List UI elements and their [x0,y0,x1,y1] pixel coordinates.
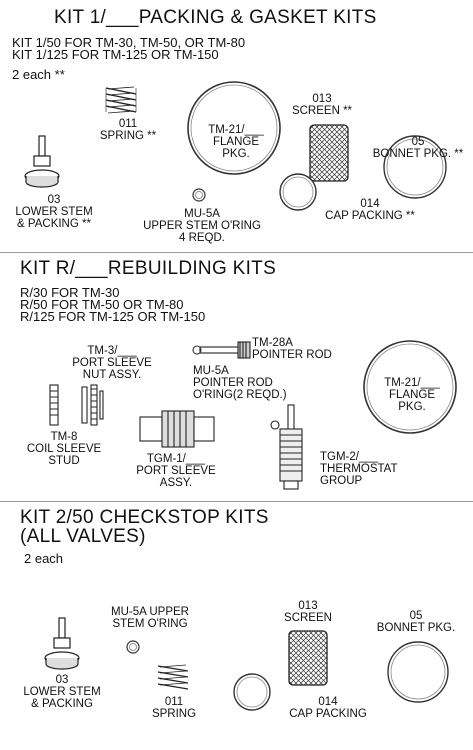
kitr-line-3: R/125 FOR TM-125 OR TM-150 [20,309,206,324]
kit2-bonnet-label: 05 BONNET PKG. [376,610,456,634]
kit1-panel [0,0,473,252]
coil-sleeve-stud-icon [44,383,64,427]
kitr-line-1: R/30 FOR TM-30 [20,285,120,300]
kit1-line-1: KIT 1/50 FOR TM-30, TM-50, OR TM-80 [12,35,246,50]
port-sleeve-assy-icon [138,409,218,449]
kitr-port-sleeve-label: TGM-1/___ PORT SLEEVE ASSY. [136,453,216,489]
port-sleeve-nut-icon [78,383,106,427]
kit1-screen-label: 013 SCREEN ** [291,93,353,117]
kit2-cap-label: 014 CAP PACKING [289,696,367,720]
kitr-pointer-rod-label: TM-28A POINTER ROD [252,337,332,361]
kitr-pointer-oring-label: MU-5A POINTER ROD O'RING(2 REQD.) [193,365,287,401]
kit1-title: KIT 1/___PACKING & GASKET KITS [54,7,377,28]
pointer-rod-icon [198,341,254,359]
bonnet-gasket-icon [386,640,450,704]
kit1-flange-label: TM-21/___ FLANGE PKG. [208,124,264,160]
kitr-thermostat-label: TGM-2/___ THERMOSTAT GROUP [320,451,398,487]
kitr-line-2: R/50 FOR TM-50 OR TM-80 [20,297,184,312]
lower-stem-icon [22,134,62,188]
kit2-screen-label: 013 SCREEN [284,600,332,624]
spring-icon [156,662,190,692]
kit2-title: KIT 2/50 CHECKSTOP KITS (ALL VALVES) [20,507,269,547]
screen-icon [286,628,330,688]
kitr-title: KIT R/___REBUILDING KITS [20,258,277,279]
kit1-spring-label: 011 SPRING ** [99,118,157,142]
kit1-bonnet-label: 05 BONNET PKG. ** [372,136,464,160]
kitr-stud-label: TM-8 COIL SLEEVE STUD [26,431,102,467]
kitr-panel [0,253,473,501]
kit2-panel [0,502,473,750]
kit2-qty: 2 each [24,551,64,566]
kit1-line-2: KIT 1/125 FOR TM-125 OR TM-150 [12,47,219,62]
lower-stem-icon [42,616,82,670]
kit2-oring-label: MU-5A UPPER STEM O'RING [111,606,189,630]
thermostat-icon [268,403,318,493]
kit2-spring-label: 011 SPRING [151,696,197,720]
kitr-flange-label: TM-21/___ FLANGE PKG. [384,377,440,413]
pointer-rod-o-ring-icon [192,345,202,355]
kit1-cap-label: 014 CAP PACKING ** [325,198,415,222]
kit1-qty: 2 each ** [12,67,65,82]
o-ring-icon [126,640,140,654]
spring-icon [104,84,138,116]
kitr-nut-label: TM-3/___ PORT SLEEVE NUT ASSY. [72,345,152,381]
o-ring-icon [192,188,206,202]
cap-packing-icon [232,672,272,712]
kit1-oring-label: MU-5A UPPER STEM O'RING 4 REQD. [143,208,261,244]
kit2-lower-stem-label: 03 LOWER STEM & PACKING [23,674,101,710]
kit1-lower-stem-label: 03 LOWER STEM & PACKING ** [15,194,93,230]
